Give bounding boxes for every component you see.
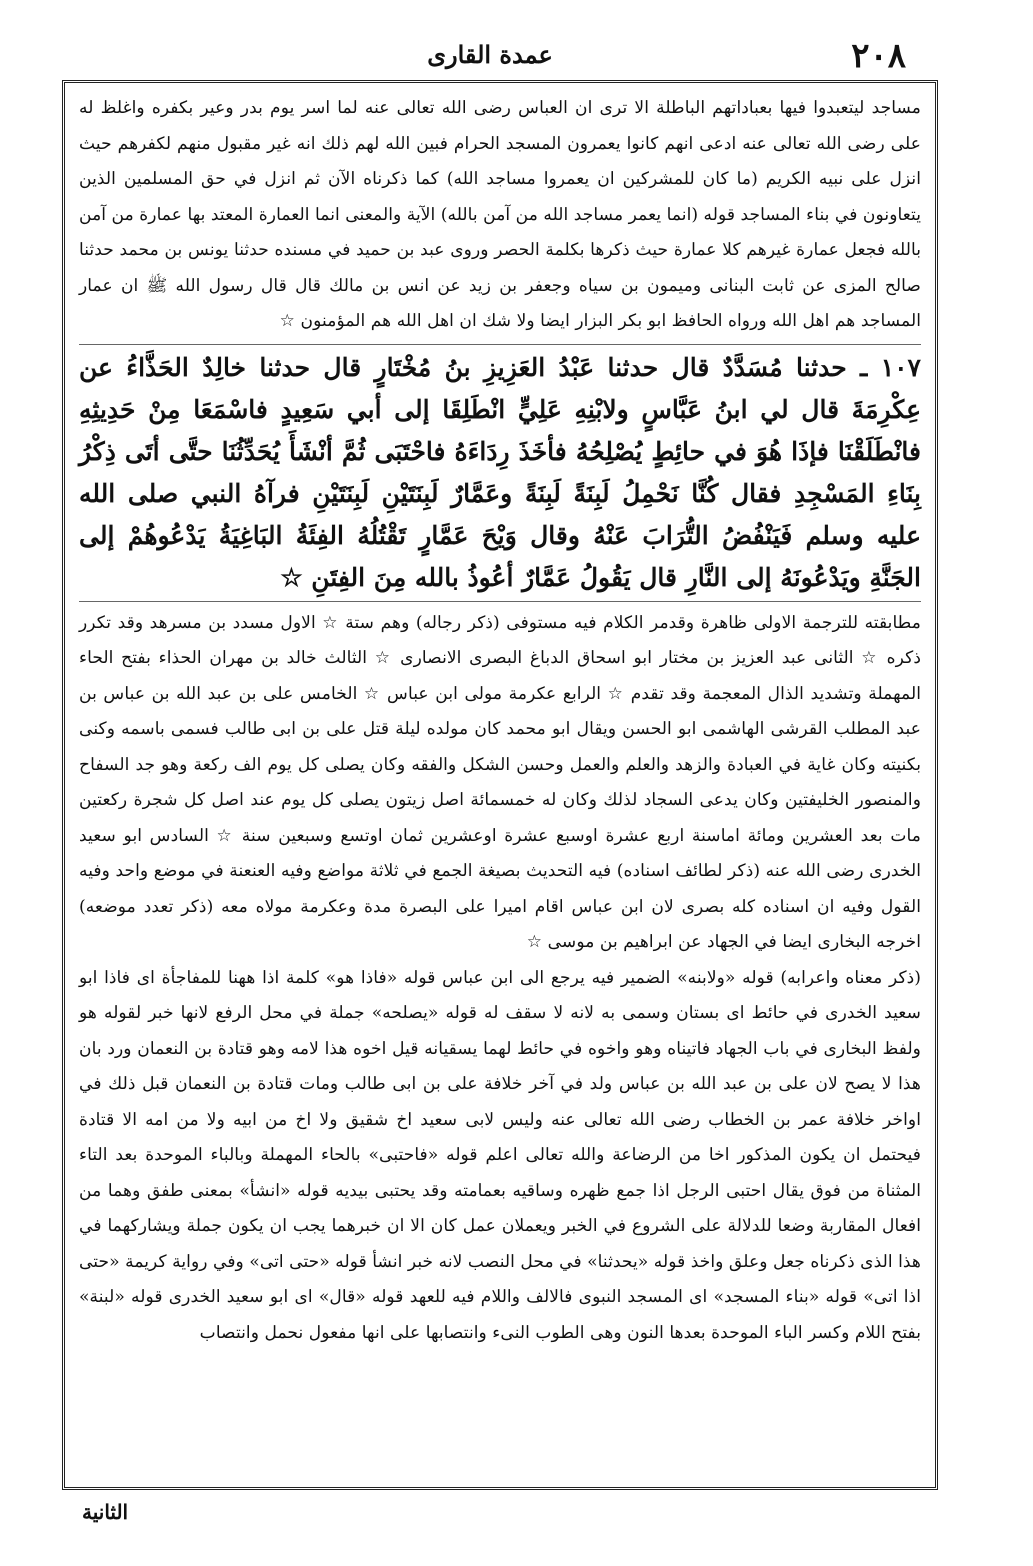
page-number: ٢٠٨ — [851, 36, 906, 76]
text-frame — [62, 80, 938, 1490]
commentary-notes: مطابقته للترجمة الاولى ظاهرة وقدمر الكلام فيه مستوفى (ذكر رجاله) وهم ستة ☆ الاول مسدد بن مسرهد وقد تكرر ذكره ☆ الثانى عبد العزيز بن مختار ابو اسحاق الدباغ البصرى الانصارى ☆ الثالث خالد بن مهران الحذاء بفتح الحاء المهملة وتشديد الذال المعجمة وقد تقدم ☆ الرابع عكرمة مولى ابن عباس ☆ الخامس على بن عبد الله بن عباس بن عبد المطلب القرشى الهاشمى ابو الحسن ويقال ابو محمد كان مولده ليلة قتل على بن ابى طالب فسمى باسمه وكنى بكنيته وكان غاية في العبادة والزهد والعلم والعمل وحسن الشكل والفقه وكان يصلى كل يوم الف ركعة وهو جد السفاح والمنصور الخليفتين وكان يدعى السجاد لذلك وكان له خمسمائة اصل زيتون يصلى كل يوم عند اصل كل شجرة ركعتين مات بعد العشرين ومائة اماسنة اربع عشرة اوسبع عشرة اوعشرين ثمان اوتسع وسبعين سنة ☆ السادس ابو سعيد الخدرى رضى الله عنه (ذكر لطائف اسناده) فيه التحديث بصيغة الجمع في ثلاثة مواضع وفيه العنعنة في موضع واحد وفيه القول وفيه ان اسناده كله بصرى لان ابن عباس اقام اميرا على البصرة مدة وعكرمة مولاه معه (ذكر تعدد موضعه) اخرجه البخارى ايضا في الجهاد عن ابراهيم بن موسى ☆ — [79, 612, 921, 952]
signature-mark: الثانية — [82, 1500, 129, 1524]
hadith-text: ١٠٧ ـ حدثنا مُسَدَّدٌ قال حدثنا عَبْدُ العَزِيزِ بنُ مُخْتَارٍ قال حدثنا خالِدٌ الحَذَّاءُ عن عِكْرِمَةَ قال لي ابنُ عَبَّاسٍ ولابْنِهِ عَلِيٍّ انْطَلِقَا إلى أبي سَعِيدٍ فاسْمَعَا مِنْ حَدِيثِهِ فانْطَلَقْنَا فإذَا هُوَ في حائِطٍ يُصْلِحُهُ فأخَذَ رِدَاءَهُ فاحْتَبَى ثُمَّ أنْشَأَ يُحَدِّثُنَا حتَّى أتَى ذِكْرُ بِنَاءِ المَسْجِدِ فقال كُنَّا نَحْمِلُ لَبِنَةً لَبِنَةً وعَمَّارٌ لَبِنَتَيْنِ لَبِنَتَيْنِ فرآهُ النبي صلى الله عليه وسلم فَيَنْفُضُ التُّرَابَ عَنْهُ وقال وَيْحَ عَمَّارٍ تَقْتُلُهُ الفِئَةُ البَاغِيَةُ يَدْعُوهُمْ إلى الجَنَّةِ ويَدْعُونَهُ إلى النَّارِ قال يَقُولُ عَمَّارٌ أعُوذُ بالله مِنَ الفِتَنِ ☆ — [79, 344, 921, 602]
commentary-meaning: (ذكر معناه واعرابه) قوله «ولابنه» الضمير فيه يرجع الى ابن عباس قوله «فاذا هو» كلمة اذا ههنا للمفاجأة اى فاذا ابو سعيد الخدرى في حائط اى بستان وسمى به لانه لا سقف له قوله «يصلحه» جملة في محل الرفع لانها خبر لقوله هو ولفظ البخارى في باب الجهاد فاتيناه وهو واخوه في حائط لهما يسقيانه قيل اخوه هذا لامه وهو قتادة بن النعمان ورد بان هذا لا يصح لان على بن عبد الله بن عباس ولد في آخر خلافة على بن ابى طالب ومات قتادة بن النعمان قبل ذلك في اواخر خلافة عمر بن الخطاب رضى الله تعالى عنه وليس لابى سعيد اخ شقيق ولا اخ من ابيه ولا من امه الا قتادة فيحتمل ان يكون المذكور اخا من الرضاعة والله تعالى اعلم قوله «فاحتبى» بالحاء المهملة وبالباء الموحدة بعد التاء المثناة من فوق يقال احتبى الرجل اذا جمع ظهره وساقيه بعمامته وقد يحتبى بيديه قوله «انشأ» بمعنى طفق وهما من افعال المقاربة وضعا للدلالة على الشروع في الخبر ويعملان عمل كان الا ان خبرهما يجب ان يكون جملة ويشاركهما في هذا الذى ذكرناه جعل وعلق واخذ قوله «يحدثنا» في محل النصب لانه خبر انشأ قوله «حتى اتى» وفي رواية كريمة «حتى اذا اتى» قوله «بناء المسجد» اى المسجد النبوى فالالف واللام فيه للعهد قوله «قال» اى ابو سعيد الخدرى قوله «لبنة» بفتح اللام وكسر الباء الموحدة بعدها النون وهى الطوب النىء وانتصابها على انها مفعول نحمل وانتصاب — [78, 967, 921, 1343]
running-title: عمدة القارى — [427, 40, 553, 69]
page-header — [60, 30, 920, 85]
commentary-intro: مساجد ليتعبدوا فيها بعباداتهم الباطلة الا ترى ان العباس رضى الله تعالى عنه لما اسر يوم بدر وعير بكفره واغلظ له على رضى الله تعالى عنه ادعى انهم كانوا يعمرون المسجد الحرام فبين الله لهم ذلك انه غير مقبول منهم لكفرهم حيث انزل على نبيه الكريم (ما كان للمشركين ان يعمروا مساجد الله) كما ذكرناه الآن ثم انزل في حق المسلمين الذين يتعاونون في بناء المساجد قوله (انما يعمر مساجد الله من آمن بالله) الآية والمعنى انما العمارة المعتد بها عمارة من آمن بالله فجعل عمارة غيرهم كلا عمارة حيث ذكرها بكلمة الحصر وروى عبد بن حميد في مسنده حدثنا يونس بن محمد حدثنا صالح المزى عن ثابت البنانى وميمون بن سياه وجعفر بن زيد عن انس بن مالك قال قال رسول الله ﷺ ان عمار المساجد هم اهل الله ورواه الحافظ ابو بكر البزار ايضا ولا شك ان اهل الله هم المؤمنون ☆ — [78, 98, 921, 331]
